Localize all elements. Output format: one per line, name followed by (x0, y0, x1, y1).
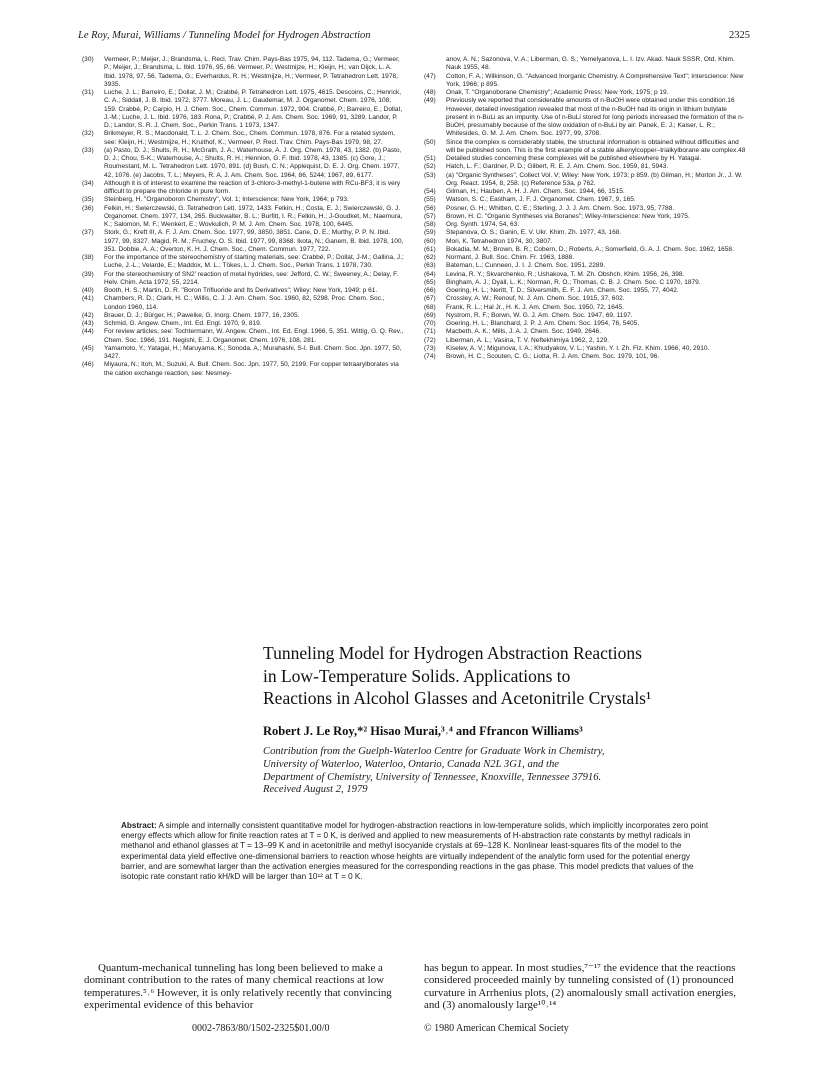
reference-number: (34) (82, 179, 94, 187)
reference-item (82, 271, 404, 288)
reference-item (424, 172, 746, 189)
reference-number: (47) (424, 72, 436, 80)
reference-item (424, 287, 746, 295)
reference-text: Nystrom, R. F.; Borwn, W. G. J. Am. Chem. Soc. 1947, 69, 1197. (446, 311, 633, 319)
issn-code: 0002-7863/80/1502-2325$01.00/0 (192, 1023, 330, 1034)
reference-number: (70) (424, 320, 436, 327)
reference-item (424, 320, 746, 328)
page-number: 2325 (729, 30, 750, 41)
reference-text: Although it is of interest to examine the reaction of 3-chloro-3-methyl-1-butene with RCu-BF3, it is very difficult to prepare the chloride in pure form. (104, 179, 401, 195)
reference-text: Hatch, L. F.; Gardner, P. D.; Gilbert, R. E. J. Am. Chem. Soc. 1959, 81, 5943. (446, 163, 669, 171)
reference-text: Felkin, H.; Swierczewski, G. Tetrahedron Lett. 1972, 1433. Felkin, H.; Costa, E. J.; Swierczewski, G. J. Organomet. Chem. 1977, 134, 265. Buckwalter, B. L.; Burfitt, I. R.; Felkin, H.; J-Goudket, M.; Naemura, K.; Salomon, M. F.; Wenkert, E.; Wovkulich, P. M. J. Am. Chem. Soc. 1978, 100, 6445. (104, 204, 403, 228)
reference-item (82, 89, 404, 130)
reference-item (82, 196, 404, 204)
reference-item (424, 155, 746, 163)
reference-number: (31) (82, 89, 94, 96)
reference-item (424, 353, 746, 361)
reference-number: (49) (424, 97, 436, 105)
reference-item (424, 238, 746, 246)
reference-number: (44) (82, 328, 94, 336)
reference-item (424, 271, 746, 279)
reference-text: For the importance of the stereochemistry of starting materials, see: Crabbé, P.; Dollat, J-M.; Gallina, J.; Luche, J.-L.; Velarde, E.; Maddox, M. L.; Tökes, L. J. Chem. Soc., Perkin Trans. 1 1978, 730. (104, 254, 404, 270)
affiliation-line: Department of Chemistry, University of Tennessee, Knoxville, Tennessee 37916. (263, 771, 602, 783)
reference-item (424, 262, 746, 270)
reference-number: (64) (424, 270, 436, 278)
reference-text: Org. Synth. 1974, 54, 63. (446, 221, 520, 228)
reference-text: Bokadia, M. M.; Brown, B. R.; Cobern, D.; Roberts, A.; Somerfield, G. A. J. Chem. Soc. 1962, 1658. (446, 245, 734, 253)
reference-text: Brown, H. C.; Scouten, C. G.; Liotta, R. J. Am. Chem. Soc. 1979, 101, 96. (446, 353, 660, 360)
reference-text: Steinberg, H. "Organoboron Chemistry", Vol. 1; Interscience: New York, 1964; p 793. (104, 196, 349, 204)
reference-number: (46) (82, 361, 94, 369)
abstract-label: Abstract: (121, 821, 157, 830)
reference-text: For the stereochemistry of SN2' reaction of metal hydrides, see: Jefford, C. W.; Sweeney, A.; Delay, F. Helv. Chim. Acta 1972, 55, 2214. (104, 270, 399, 286)
reference-item (424, 246, 746, 254)
reference-text: Brikmeyer, R. S.; Macdonald, T. L. J. Chem. Soc., Chem. Commun. 1978, 876. For a related system, see: Kleijn, H.; Westmijze, H.; Kruithof, K.; Vermeer, P. Recl. Trav. Chim. Pays-Bas 1979, 98, 27. (104, 130, 395, 146)
references-right-column (424, 56, 746, 361)
reference-item (424, 97, 746, 138)
reference-text: Bateman, L.; Cunneen, J. I. J. Chem. Soc. 1951, 2289. (446, 262, 606, 270)
reference-item (424, 312, 746, 320)
affiliation-line: University of Waterloo, Waterloo, Ontario, Canada N2L 3G1, and the (263, 758, 559, 770)
reference-text: Cotton, F. A.; Wilkinson, G. "Advanced Inorganic Chemistry. A Comprehensive Text"; Interscience: New York, 1966; p 895. (446, 72, 744, 88)
reference-number: (39) (82, 270, 94, 278)
reference-text: Schmid, G. Angew. Chem., Int. Ed. Engl. 1970, 9, 819. (104, 320, 262, 327)
reference-number: (58) (424, 221, 436, 228)
reference-item (424, 328, 746, 336)
reference-item (424, 188, 746, 196)
reference-text: Detailed studies concerning these complexes will be published elsewhere by H. Yatagai. (446, 155, 702, 162)
reference-text: Mori, K. Tetrahedron 1974, 30, 3807. (446, 237, 553, 245)
reference-item (82, 345, 404, 362)
reference-number: (32) (82, 130, 94, 138)
reference-text: Onak, T. "Organoborane Chemistry"; Academic Press: New York, 1975; p 19. (446, 89, 669, 96)
reference-number: (42) (82, 311, 94, 319)
reference-text: Normant, J. Bull. Soc. Chim. Fr. 1963, 1888. (446, 254, 575, 261)
reference-number: (57) (424, 212, 436, 220)
reference-text: Yamamoto, Y.; Yatagai, H.; Maruyama, K.; Sonoda, A.; Murahashi, S-I. Bull. Chem. Soc. Jpn. 1977, 50, 3427. (104, 344, 402, 360)
reference-text: Liberman, A. L.; Vasina, T. V. Neftekhimiya 1962, 2, 129. (446, 336, 609, 344)
reference-number: (40) (82, 287, 94, 294)
reference-text: anov, A. N.; Sazonova, V. A.; Liberman, G. S.; Yemelyanova, L. I. Izv. Akad. Nauk SSSR, Otd. Khim. Nauk 1955, 48. (446, 56, 735, 72)
affiliation (263, 745, 763, 784)
reference-number: (41) (82, 295, 94, 303)
title-line: Reactions in Alcohol Glasses and Acetonitrile Crystals¹ (263, 688, 652, 708)
reference-text: Luche, J. L.; Barreiro, E.; Dollat, J. M.; Crabbé, P. Tetrahedron Lett. 1975, 4615. Descoins, C.; Henrick, C. A.; Siddall, J. B. Ibid. 1972, 3777. Moreau, J. L.; Gaudemar, M. J. Organomet. Chem. 1976, 108, 159. Crabbé, P.; Carpio, H. J. Chem. Soc., Chem. Commun. 1972, 904. Crabbé, P.; Barreiro, E.; Dollat, J.-M.; Luche, J. L. Ibid. 1976, 183. Rona, P.; Crabbé, P. J. Am. Chem. Soc. 1969, 91, 3289. Landor, P. D.; Landor, S. R. J. Chem. Soc., Perkin Trans. 1 1973, 1347. (104, 89, 403, 129)
reference-number: (45) (82, 344, 94, 352)
reference-item (424, 205, 746, 213)
reference-number: (59) (424, 229, 436, 237)
reference-number: (55) (424, 196, 436, 204)
reference-number: (36) (82, 204, 94, 212)
reference-item (82, 295, 404, 312)
reference-item (424, 254, 746, 262)
abstract-text: A simple and internally consistent quantitative model for hydrogen-abstraction reactions in low-temperature solids, which implicitly incorporates zero point energy effects which allow for finite reaction rates at T = 0 K, is derived and applied to new measurements of H-abstraction rate constants by methyl radicals in methanol and ethanol glasses at T = 13–99 K and in acetonitrile and methyl isocyanide crystals at 69–128 K. Nonlinear least-squares fits of the model to the experimental data yield effective one-dimensional barriers to reaction whose heights are virtually independent of the analytic form used for the potential energy barrier, and are somewhat larger than the activation energies measured for the corresponding reactions in the gas phase. This model predicts that values of the isotopic rate constant ratio kH/kD will be larger than 10¹² at T = 0 K. (121, 821, 709, 882)
reference-text: Macbeth, A. K.; Mills, J. A. J. Chem. Soc. 1949, 2646. (446, 328, 602, 336)
reference-item (424, 279, 746, 287)
reference-item (424, 337, 746, 345)
title-line: Tunneling Model for Hydrogen Abstraction Reactions (263, 643, 642, 663)
reference-text: Watson, S. C.; Eastham, J. F. J. Organomet. Chem. 1967, 9, 165. (446, 196, 636, 204)
reference-number: (33) (82, 146, 94, 154)
reference-text: Frank, R. L.; Hal Jr., H. K. J. Am. Chem. Soc. 1950, 72, 1645. (446, 303, 624, 311)
reference-number: (51) (424, 155, 436, 162)
reference-number: (73) (424, 344, 436, 352)
reference-text: Booth, H. S.; Martin, D. R. "Boron Trifluoride and Its Derivatives"; Wiley: New York, 1949; p 61. (104, 287, 378, 294)
abstract (121, 821, 711, 882)
reference-number: (50) (424, 138, 436, 146)
reference-item (424, 56, 746, 73)
reference-text: Levina, R. Y.; Skvarchenko, R.; Ushakova, T. M. Zh. Obshch. Khim. 1956, 26, 398. (446, 270, 685, 278)
reference-item (424, 221, 746, 229)
reference-number: (61) (424, 245, 436, 253)
reference-item (82, 180, 404, 197)
article-title-block (263, 642, 763, 795)
reference-text: Brauer, D. J.; Bürger, H.; Pawelke, G. Inorg. Chem. 1977, 16, 2305. (104, 311, 300, 319)
reference-number: (71) (424, 328, 436, 336)
reference-number: (48) (424, 89, 436, 96)
reference-text: Crossley, A. W.; Renouf, N. J. Am. Chem. Soc. 1915, 37, 602. (446, 295, 625, 303)
reference-text: Gilman, H.; Hauben, A. H. J. Am. Chem. Soc. 1944, 66, 1515. (446, 188, 625, 195)
reference-number: (66) (424, 287, 436, 294)
reference-item (82, 130, 404, 147)
reference-text: Miyaura, N.; Itoh, M.; Suzuki, A. Bull. Chem. Soc. Jpn. 1977, 50, 2199. For copper tetraarylborates via the cation exchange reaction, see: Nesmey- (104, 361, 399, 377)
reference-item (82, 328, 404, 345)
reference-number: (62) (424, 254, 436, 261)
reference-item (82, 361, 404, 378)
reference-item (82, 287, 404, 295)
reference-item (424, 229, 746, 237)
reference-text: Previously we reported that considerable amounts of n-BuOH were obtained under this condition.16 However, detailed investigation revealed that most of the n-BuOH had its origin in lithium butylate present in n-BuLi as an impurity. Use of n-BuLi stored for long periods increased the formation of the n-BuOH, presumably because of the slow oxidation of n-BuLi by air: Panek, E. J.; Kaiser, L. R.; Whitesides, G. M. J. Am. Chem. Soc. 1977, 99, 3708. (446, 97, 744, 138)
reference-number: (43) (82, 320, 94, 327)
reference-item (424, 304, 746, 312)
reference-number: (38) (82, 254, 94, 261)
article-title (263, 642, 763, 710)
affiliation-line: Contribution from the Guelph-Waterloo Centre for Graduate Work in Chemistry, (263, 745, 605, 757)
reference-number: (56) (424, 204, 436, 212)
reference-text: Chambers, R. D.; Clark, H. C.; Willis, C. J. J. Am. Chem. Soc. 1960, 82, 5298. Proc. Chem. Soc., London 1960, 114. (104, 295, 385, 311)
reference-item (82, 205, 404, 230)
reference-item (424, 73, 746, 90)
body-text-right: has begun to appear. In most studies,⁷⁻¹⁷ the evidence that the reactions considered proceeded mainly by tunneling consisted of (1) pronounced curvature in Arrhenius plots, (2) anomalously small activation energies, and (3) anomalously large¹⁰˒¹⁴ (424, 962, 736, 1011)
author-list: Robert J. Le Roy,*² Hisao Murai,³˒⁴ and Ffrancon Williams³ (263, 723, 583, 738)
reference-number: (65) (424, 278, 436, 286)
reference-text: Vermeer, P.; Meijer, J.; Brandsma, L. Recl. Trav. Chim. Pays-Bas 1975, 94, 112. Tadema, G.; Vermeer, P.; Meijer, J.; Brandsma, L. Ibid. 1976, 95, 66. Vermeer, P.; Westmijze, H.; Kleijn, H.; van Dijck, L. A. Ibid. 1978, 97, 56. Tadema, G.; Everhardus, R. H.; Westmijze, H.; Vermeer, P. Tetrahedron Lett. 1978, 3935. (104, 56, 400, 88)
reference-text: Since the complex is considerably stable, the structural information is obtained without difficulties and will be published soon. This is the first example of a stable alkenylcopper–trialkylborane ate complex.48 (446, 138, 746, 154)
reference-item (424, 345, 746, 353)
references-left-column (82, 56, 404, 378)
reference-item (424, 163, 746, 171)
reference-number: (67) (424, 295, 436, 303)
reference-text: Stork, G.; Kreft III, A. F. J. Am. Chem. Soc. 1977, 99, 3850, 3851. Cane, D. E.; Murthy, P. P. N. Ibid. 1977, 99, 8327. Magid, R. M.; Fruchey, O. S. Ibid. 1977, 99, 8368. Ikota, N.; Ganem, B. Ibid. 1978, 100, 351. Dobbie, A. A.; Overton, K. H. J. Chem. Soc., Chem. Commun. 1977, 722. (104, 229, 404, 253)
reference-item (424, 295, 746, 303)
reference-text: Bingham, A. J.; Dyall, L. K.; Norman, R. O.; Thomas, C. B. J. Chem. Soc. C 1970, 1879. (446, 278, 701, 286)
reference-text: (a) "Organic Syntheses", Collect Vol. V; Wiley: New York, 1973; p 859. (b) Gilman, H.; Morton Jr., J. W. Org. React. 1954, 8, 258. (c) Reference 53a, p 762. (446, 171, 743, 187)
reference-number: (53) (424, 171, 436, 179)
reference-text: Goering, H. L.; Blanchard, J. P. J. Am. Chem. Soc. 1954, 76, 5405. (446, 320, 640, 327)
reference-text: Posner, G. H.; Whitten, C. E.; Sterling, J. J. J. Am. Chem. Soc. 1973, 95, 7788. (446, 204, 675, 212)
reference-item (82, 320, 404, 328)
reference-text: Goering, H. L.; Neritt, T. D.; Silversmith, E. F. J. Am. Chem. Soc. 1955, 77, 4042. (446, 287, 679, 294)
reference-text: Brown, H. C. "Organic Syntheses via Boranes"; Wiley-Interscience: New York, 1975. (446, 212, 690, 220)
running-head: Le Roy, Murai, Williams / Tunneling Model for Hydrogen Abstraction (78, 30, 371, 41)
reference-item (82, 147, 404, 180)
reference-item (82, 229, 404, 254)
reference-number: (68) (424, 303, 436, 311)
reference-item (82, 56, 404, 89)
reference-text: Kiselev, A. V.; Migunova, I. A.; Khudyakov, V. L.; Yashin, Y. I. Zh. Fiz. Khim. 1966, 40, 2910. (446, 344, 710, 352)
reference-text: (a) Pasto, D. J.; Shults, R. H.; McGrath, J. A.; Waterhouse, A. J. Org. Chem. 1978, 43, 1382. (b) Pasto, D. J.; Chou, S-K.; Waterhouse, A.; Shults, R. H.; Hennion, G. F. Ibid. 1978, 43, 1385. (c) Gore, J.; Roumestant, M. L. Tetrahedron Lett. 1970, 891. (d) Bush, C. N.; Applequist, D. E. J. Org. Chem. 1977, 42, 1076. (e) Jacobs, T. L.; Meyers, R. A. J. Am. Chem. Soc. 1964, 86, 5244; 1967, 89, 6177. (104, 146, 402, 179)
reference-number: (74) (424, 353, 436, 360)
title-line: in Low-Temperature Solids. Applications to (263, 665, 571, 686)
page-header (78, 30, 750, 46)
copyright-notice: © 1980 American Chemical Society (424, 1023, 569, 1034)
reference-number: (54) (424, 188, 436, 195)
body-text-left: Quantum-mechanical tunneling has long been believed to make a dominant contribution to the rates of many chemical reactions at low temperatures.⁵˒⁶ However, it is only relatively recently that convincing experimental evidence of this behavior (84, 962, 392, 1011)
reference-number: (30) (82, 56, 94, 63)
reference-number: (60) (424, 237, 436, 245)
reference-text: For review articles, see: Tochtermann, W. Angew. Chem., Int. Ed. Engl. 1966, 5, 351. Wittig, G. Q. Rev., Chem. Soc. 1966, 191. Negishi, E. J. Organomet. Chem. 1976, 108, 281. (104, 328, 404, 344)
reference-number: (63) (424, 262, 436, 270)
received-date: Received August 2, 1979 (263, 783, 368, 795)
reference-item (424, 139, 746, 156)
reference-number: (52) (424, 163, 436, 171)
reference-item (424, 196, 746, 204)
reference-number: (35) (82, 196, 94, 204)
reference-number: (69) (424, 311, 436, 319)
reference-item (82, 254, 404, 271)
reference-text: Stepanova, O. S.; Ganin, E. V. Ukr. Khim. Zh. 1977, 43, 168. (446, 229, 622, 237)
reference-item (424, 213, 746, 221)
reference-item (424, 89, 746, 97)
reference-number: (37) (82, 229, 94, 237)
reference-number: (72) (424, 336, 436, 344)
reference-item (82, 312, 404, 320)
